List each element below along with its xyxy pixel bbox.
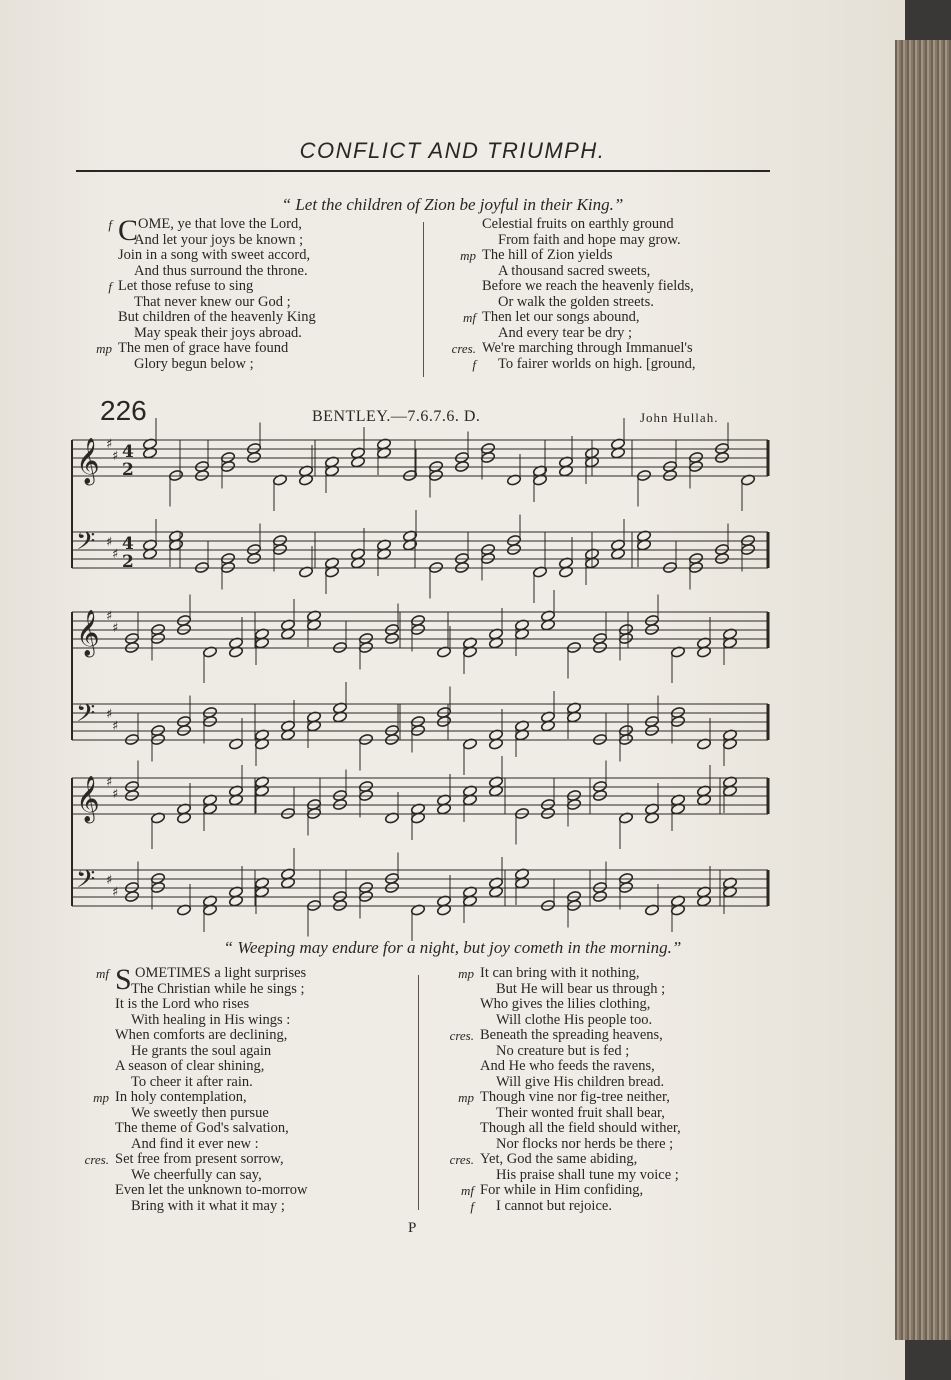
verse-text: Their wonted fruit shall bear, (496, 1104, 665, 1121)
dynamic-marking: cres. (449, 1152, 474, 1167)
verse-text: A season of clear shining, (115, 1058, 265, 1074)
verse-text: Yet, God the same abiding, (480, 1151, 638, 1167)
verse-text: For while in Him confiding, (480, 1182, 644, 1198)
sharp-sign: ♯ (112, 787, 119, 802)
dynamic-marking: mf (463, 310, 476, 325)
verse-text: OMETIMES a light surprises (135, 965, 307, 981)
dynamic-marking: mp (458, 1090, 474, 1105)
verse-text: To fairer worlds on high. [ground, (498, 355, 696, 372)
verse-text: In holy contemplation, (115, 1089, 247, 1105)
verse-text: May speak their joys abroad. (134, 324, 302, 341)
verse-text: The Christian while he sings ; (131, 980, 305, 997)
time-signature-bottom: 2 (122, 552, 134, 572)
verse-text: And every tear be dry ; (498, 324, 633, 341)
bass-clef: 𝄢 (76, 527, 96, 562)
verse-text: We sweetly then pursue (131, 1104, 269, 1121)
treble-clef: 𝄞 (76, 610, 100, 656)
dynamic-marking: cres. (451, 341, 476, 356)
treble-clef: 𝄞 (76, 776, 100, 822)
verse-text: Will clothe His people too. (496, 1011, 653, 1028)
time-signature-top: 4 (122, 534, 134, 554)
sharp-sign: ♯ (112, 885, 119, 900)
verse-text: Who gives the lilies clothing, (480, 996, 651, 1012)
dynamic-marking: mp (96, 341, 112, 356)
verse-text: Bring with it what it may ; (131, 1197, 285, 1214)
verse-text: The hill of Zion yields (482, 247, 613, 263)
dynamic-marking: mp (458, 966, 474, 981)
verse-text: No creature but is fed ; (496, 1042, 630, 1059)
verse-text: Even let the unknown to-morrow (115, 1182, 308, 1198)
lower-motto: “ Weeping may endure for a night, but joy cometh in the morning.” (223, 938, 682, 957)
sharp-sign: ♯ (106, 535, 113, 550)
verse-text: And find it ever new : (131, 1135, 259, 1152)
upper-motto: “ Let the children of Zion be joyful in their King.” (281, 195, 624, 214)
dynamic-marking: f (470, 1198, 474, 1214)
sharp-sign: ♯ (112, 719, 119, 734)
dynamic-marking: mf (461, 1183, 474, 1198)
signature-mark: P (408, 1220, 417, 1236)
drop-capital: S (115, 963, 132, 996)
hymn-number: 226 (100, 395, 147, 426)
verse-text: Nor flocks nor herds be there ; (496, 1135, 674, 1152)
dynamic-marking: mf (96, 966, 109, 981)
verse-text: Before we reach the heavenly fields, (482, 278, 694, 294)
verse-text: OME, ye that love the Lord, (138, 216, 302, 232)
time-signature-bottom: 2 (122, 460, 134, 480)
verse-text: When comforts are declining, (115, 1027, 288, 1043)
verse-text: A thousand sacred sweets, (498, 262, 651, 279)
sharp-sign: ♯ (112, 547, 119, 562)
dynamic-marking: mp (93, 1090, 109, 1105)
verse-text: Let those refuse to sing (118, 278, 254, 294)
sharp-sign: ♯ (106, 437, 113, 452)
verse-text: With healing in His wings : (131, 1011, 291, 1028)
verse-text: He grants the soul again (131, 1042, 272, 1059)
dynamic-marking: f (108, 279, 112, 294)
verse-text: And He who feeds the ravens, (480, 1058, 655, 1074)
sharp-sign: ♯ (112, 621, 119, 636)
verse-text: But He will bear us through ; (496, 980, 666, 997)
verse-text: That never knew our God ; (134, 293, 291, 310)
verse-text: Join in a song with sweet accord, (118, 247, 311, 263)
dynamic-marking: f (472, 356, 476, 372)
verse-text: Though all the field should wither, (480, 1120, 681, 1136)
time-signature-top: 4 (122, 442, 134, 462)
treble-clef: 𝄞 (76, 438, 100, 484)
verse-text: The men of grace have found (118, 340, 289, 356)
verse-text: It can bring with it nothing, (480, 965, 640, 981)
page-edges (895, 40, 951, 1340)
sharp-sign: ♯ (112, 449, 119, 464)
verse-text: To cheer it after rain. (131, 1073, 253, 1090)
sharp-sign: ♯ (106, 873, 113, 888)
verse-text: We cheerfully can say, (131, 1166, 262, 1183)
sharp-sign: ♯ (106, 609, 113, 624)
verse-text: Glory begun below ; (134, 355, 254, 372)
bass-clef: 𝄢 (76, 699, 96, 734)
verse-text: And let your joys be known ; (134, 231, 304, 248)
verse-text: From faith and hope may grow. (498, 231, 681, 248)
verse-text: Then let our songs abound, (482, 309, 640, 325)
sharp-sign: ♯ (106, 775, 113, 790)
page-header: CONFLICT AND TRIUMPH. (299, 138, 606, 163)
dynamic-marking: cres. (84, 1152, 109, 1167)
dynamic-marking: f (108, 217, 112, 232)
verse-text: Though vine nor fig-tree neither, (480, 1089, 670, 1105)
sharp-sign: ♯ (106, 707, 113, 722)
verse-text: Celestial fruits on earthly ground (482, 216, 674, 232)
verse-text: Will give His children bread. (496, 1073, 665, 1090)
drop-capital: C (118, 214, 139, 247)
verse-text: His praise shall tune my voice ; (496, 1166, 679, 1183)
verse-text: We're marching through Immanuel's (482, 340, 693, 356)
dynamic-marking: mp (460, 248, 476, 263)
verse-text: I cannot but rejoice. (496, 1197, 612, 1214)
verse-text: Or walk the golden streets. (498, 293, 654, 310)
verse-text: Set free from present sorrow, (115, 1151, 284, 1167)
dynamic-marking: cres. (449, 1028, 474, 1043)
verse-text: Beneath the spreading heavens, (480, 1027, 663, 1043)
verse-text: The theme of God's salvation, (115, 1120, 289, 1136)
verse-text: And thus surround the throne. (134, 262, 308, 279)
verse-text: But children of the heavenly King (118, 309, 316, 325)
column-divider (418, 975, 419, 1210)
tune-title: BENTLEY.—7.6.7.6. D. (312, 408, 481, 425)
composer-name: John Hullah. (640, 410, 719, 425)
verse-text: It is the Lord who rises (115, 996, 250, 1012)
bass-clef: 𝄢 (76, 865, 96, 900)
